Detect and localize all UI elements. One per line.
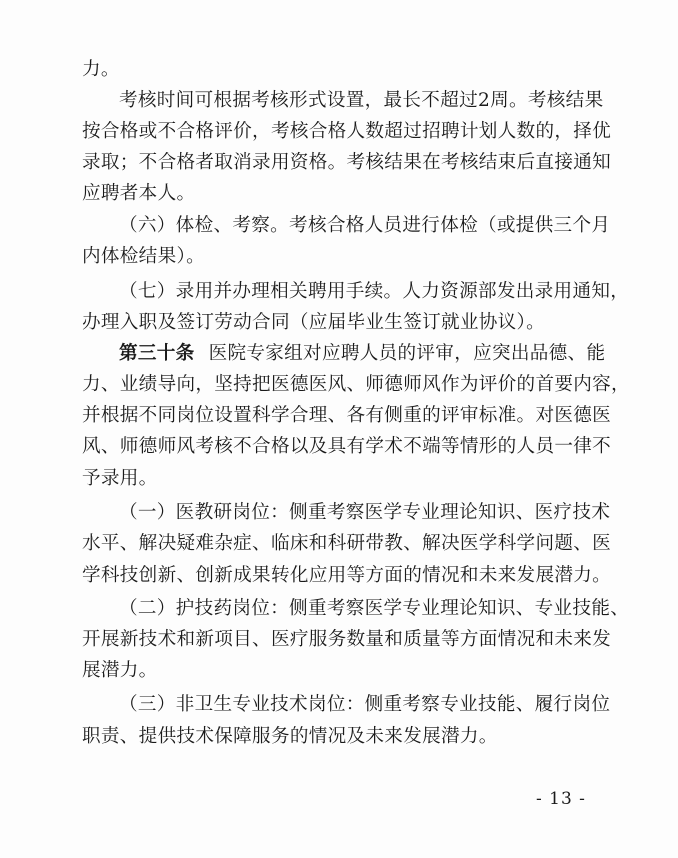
article-line <box>119 342 605 366</box>
text-line: 职责、提供技术保障服务的情况及未来发展潜力。 <box>82 726 498 747</box>
text-line: 应聘者本人。 <box>82 183 196 204</box>
text-line: 按合格或不合格评价，考核合格人数超过招聘计划人数的，择优 <box>82 121 612 142</box>
text-line: 开展新技术和新项目、医疗服务数量和质量等方面情况和未来发 <box>82 629 612 650</box>
text-line: 内体检结果）。 <box>82 246 205 267</box>
paragraph-line: （二）护技药岗位：侧重考察医学专业理论知识、专业技能、 <box>119 598 630 619</box>
text-line: 风、师德师风考核不合格以及具有学术不端等情形的人员一律不 <box>82 436 612 457</box>
paragraph-line: （一）医教研岗位：侧重考察医学专业理论知识、医疗技术 <box>119 502 611 523</box>
paragraph-line: （三）非卫生专业技术岗位：侧重考察专业技能、履行岗位 <box>119 694 611 715</box>
text-line: 力、业绩导向，坚持把医德医风、师德师风作为评价的首要内容， <box>82 374 630 395</box>
text-line: 并根据不同岗位设置科学合理、各有侧重的评审标准。对医德医 <box>82 405 612 426</box>
text-line: 予录用。 <box>82 468 158 489</box>
paragraph-line: （六）体检、考察。考核合格人员进行体检（或提供三个月 <box>119 215 611 236</box>
paragraph-line: （七）录用并办理相关聘用手续。人力资源部发出录用通知， <box>119 281 630 302</box>
text-line: 力。 <box>82 59 120 80</box>
article-text: 医院专家组对应聘人员的评审，应突出品德、能 <box>208 343 606 364</box>
article-label: 第三十条 <box>119 343 195 364</box>
paragraph-line: 考核时间可根据考核形式设置，最长不超过2周。考核结果 <box>119 90 604 111</box>
text-line: 展潜力。 <box>82 660 158 681</box>
text-line: 学科技创新、创新成果转化应用等方面的情况和未来发展潜力。 <box>82 565 612 586</box>
text-line: 办理入职及签订劳动合同（应届毕业生签订就业协议）。 <box>82 312 546 333</box>
text-line: 录取；不合格者取消录用资格。考核结果在考核结束后直接通知 <box>82 152 612 173</box>
page-number: - 13 - <box>536 789 586 809</box>
text-line: 水平、解决疑难杂症、临床和科研带教、解决医学科学问题、医 <box>82 533 612 554</box>
